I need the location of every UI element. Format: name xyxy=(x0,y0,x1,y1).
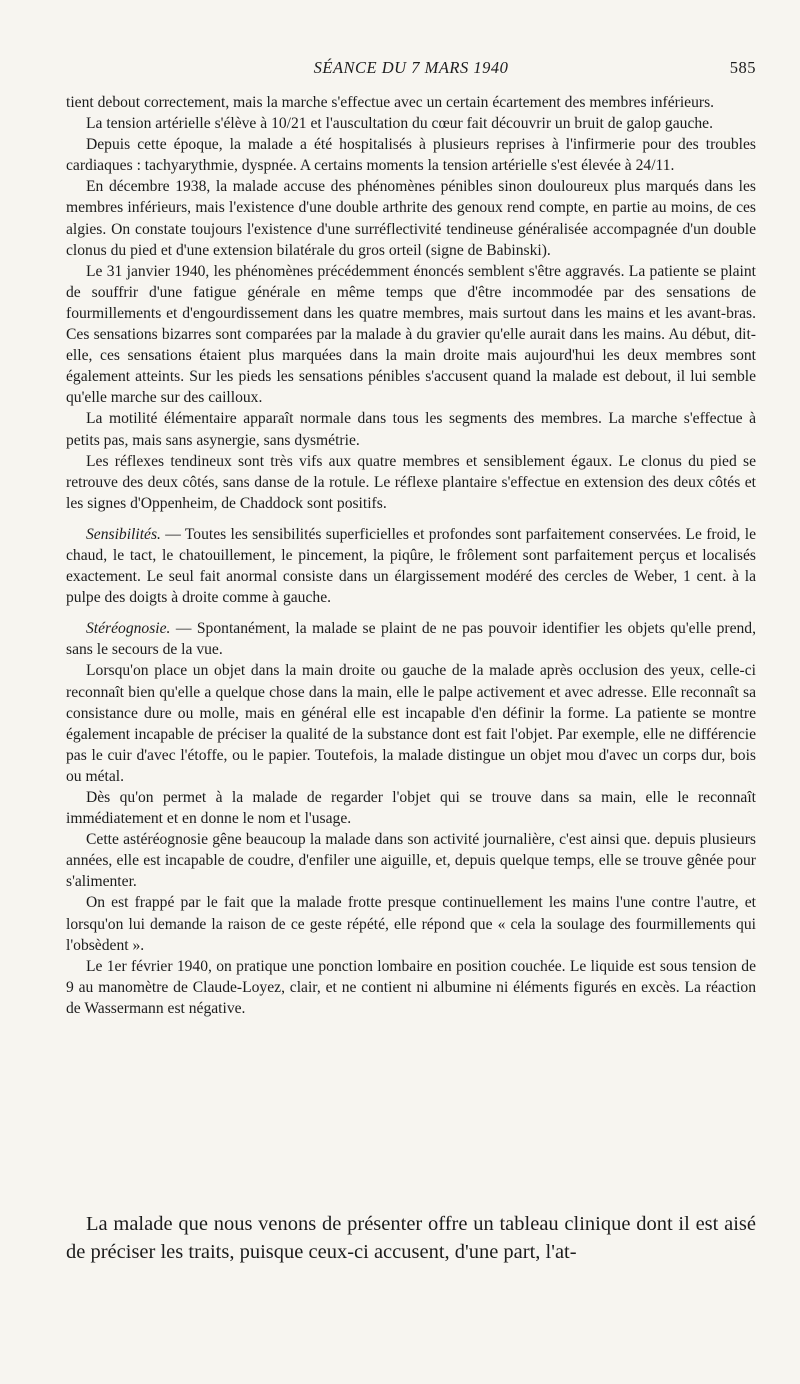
discussion-paragraph: La malade que nous venons de présenter offre un tableau clinique dont il est aisé de préciser les traits, puisque ceux-ci accusent, d'une part, l'at- xyxy=(66,1213,756,1263)
paragraph-5: Le 31 janvier 1940, les phénomènes précédemment énoncés semblent s'être aggravés. La patiente se plaint de souffrir d'une fatigue générale en même temps que d'être incommodée par des sensations de fourmillements et d'engourdissement dans les quatre membres, mais surtout dans les mains et les avant-bras. Ces sensations bizarres sont comparées par la malade à du gravier qu'elle aurait dans les mains. Au début, dit-elle, ces sensations étaient plus marquées dans la main droite mais aujourd'hui les deux membres sont également atteints. Sur les pieds les sensations pénibles s'accusent quand la malade est debout, il lui semble qu'elle marche sur des cailloux. xyxy=(66,262,756,407)
running-title: SÉANCE DU 7 MARS 1940 xyxy=(313,58,509,77)
paragraph-6: La motilité élémentaire apparaît normale dans tous les segments des membres. La marche s'effectue à petits pas, mais sans asynergie, sans dysmétrie. xyxy=(66,410,756,449)
paragraph-10: Lorsqu'on place un objet dans la main droite ou gauche de la malade après occlusion des yeux, celle-ci reconnaît bien qu'elle a quelque chose dans la main, elle le palpe activement et avec adresse. Elle reconnaît sa consistance dure ou molle, mais en général elle est incapable d'en définir la forme. La patiente se montre également incapable de préciser la qualité de la substance dont est fait l'objet. Par exemple, elle ne différencie pas le cuir d'avec l'étoffe, ou le papier. Toutefois, la malade distingue un objet mou d'avec un corps dur, bois ou métal. xyxy=(66,662,756,785)
page-number: 585 xyxy=(729,58,756,77)
paragraph-sensibilites xyxy=(66,524,756,608)
section-label-stereognosie: Stéréognosie. xyxy=(86,620,171,638)
paragraph-13: On est frappé par le fait que la malade frotte presque continuellement les mains l'une contre l'autre, et lorsqu'on lui demande la raison de ce geste répété, elle répond que « cela la soulage des fourmillements qui l'obsèdent ». xyxy=(66,894,756,954)
paragraph-14: Le 1er février 1940, on pratique une ponction lombaire en position couchée. Le liquide est sous tension de 9 au manomètre de Claude-Loyez, clair, et ne contient ni albumine ni éléments figurés en excès. La réaction de Wassermann est négative. xyxy=(66,957,756,1017)
paragraph-11: Dès qu'on permet à la malade de regarder l'objet qui se trouve dans sa main, elle le reconnaît immédiatement et en donne le nom et l'usage. xyxy=(66,789,756,828)
paragraph-3: Depuis cette époque, la malade a été hospitalisés à plusieurs reprises à l'infirmerie pour des troubles cardiaques : tachyarythmie, dyspnée. A certains moments la tension artérielle s'est élevée à 24/11. xyxy=(66,136,756,175)
paragraph-stereognosie-text: — Spontanément, la malade se plaint de ne pas pouvoir identifier les objets qu'elle prend, sans le secours de la vue. xyxy=(66,620,756,659)
running-head xyxy=(66,58,756,80)
paragraph-12: Cette astéréognosie gêne beaucoup la malade dans son activité journalière, c'est ainsi que. depuis plusieurs années, elle est incapable de coudre, d'enfiler une aiguille, et, depuis quelque temps, elle se trouve gênée pour s'alimenter. xyxy=(66,831,756,891)
case-report-body xyxy=(66,92,756,1019)
paragraph-sensibilites-text: — Toutes les sensibilités superficielles et profondes sont parfaitement conservées. Le froid, le chaud, le tact, le chatouillement, le pincement, la piqûre, le frôlement sont parfaitement perçus et localisés exactement. Le seul fait anormal consiste dans un élargissement modéré des cercles de Weber, 1 cent. à la pulpe des doigts à droite comme à gauche. xyxy=(66,525,756,607)
paragraph-stereognosie xyxy=(66,618,756,660)
paragraph-7: Les réflexes tendineux sont très vifs aux quatre membres et sensiblement égaux. Le clonus du pied se retrouve des deux côtés, sans danse de la rotule. Le réflexe plantaire s'effectue en extension des deux côtés et les signes d'Oppenheim, de Chaddock sont positifs. xyxy=(66,452,756,512)
paragraph-1: tient debout correctement, mais la marche s'effectue avec un certain écartement des membres inférieurs. xyxy=(66,94,715,111)
discussion-text xyxy=(66,1210,756,1266)
section-label-sensibilites: Sensibilités. xyxy=(86,525,161,543)
paragraph-2: La tension artérielle s'élève à 10/21 et l'auscultation du cœur fait découvrir un bruit de galop gauche. xyxy=(86,115,713,133)
paragraph-4: En décembre 1938, la malade accuse des phénomènes pénibles sinon douloureux plus marqués dans les membres inférieurs, mais l'existence d'une double arthrite des genoux rend compte, en partie au moins, de ces algies. On constate toujours l'existence d'une surréflectivité tendineuse généralisée accompagnée d'un double clonus du pied et d'une extension bilatérale du gros orteil (signe de Babinski). xyxy=(66,178,756,259)
